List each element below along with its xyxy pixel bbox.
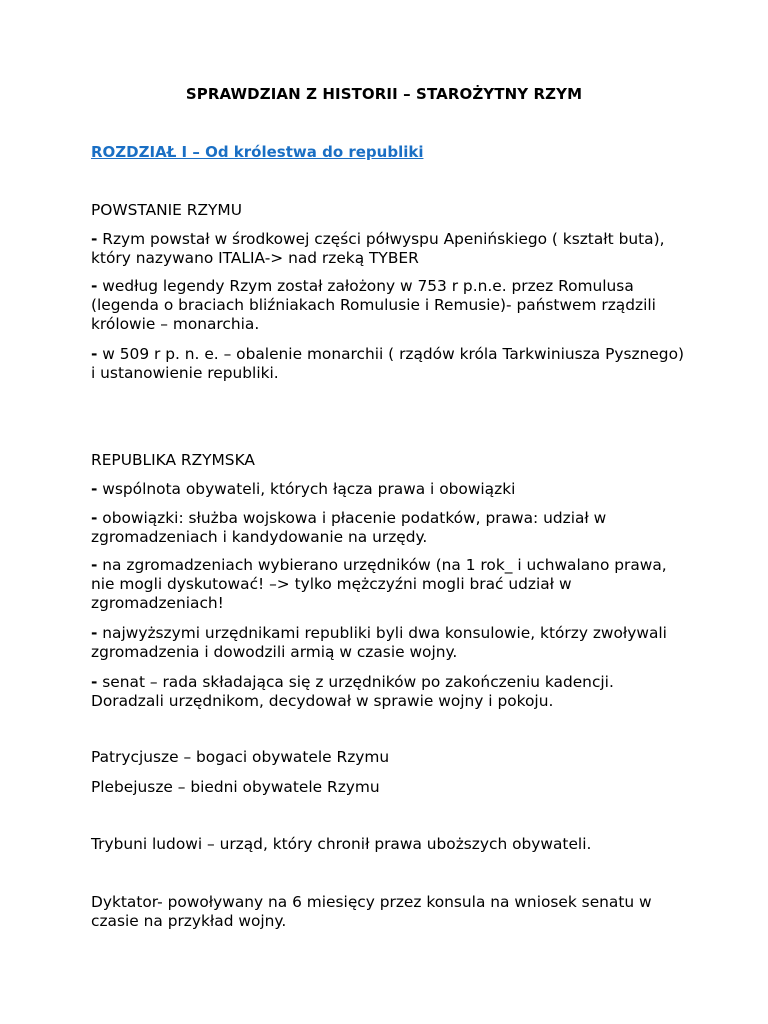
paragraph-republika-1 [91, 480, 691, 499]
bullet-dash: - [91, 673, 98, 691]
section-heading-republika: REPUBLIKA RZYMSKA [91, 451, 255, 469]
paragraph-text: najwyższymi urzędnikami republiki byli dwa konsulowie, którzy zwoływali zgromadzenia i dowodzili armią w czasie wojny. [91, 624, 667, 661]
paragraph-republika-4 [91, 624, 691, 662]
paragraph-powstanie-3 [91, 345, 691, 383]
bullet-dash: - [91, 345, 98, 363]
paragraph-republika-2 [91, 509, 691, 547]
bullet-dash: - [91, 556, 98, 574]
document-title: SPRAWDZIAN Z HISTORII – STAROŻYTNY RZYM [185, 85, 583, 103]
bullet-dash: - [91, 277, 98, 295]
definition-trybuni: Trybuni ludowi – urząd, który chronił prawa uboższych obywateli. [91, 835, 592, 853]
definition-dyktator: Dyktator- powoływany na 6 miesięcy przez konsula na wniosek senatu w czasie na przykład wojny. [91, 893, 652, 930]
paragraph-text: wspólnota obywateli, których łącza prawa i obowiązki [97, 480, 516, 498]
bullet-dash: - [91, 624, 98, 642]
paragraph-text: według legendy Rzym został założony w 753 r p.n.e. przez Romulusa (legenda o braciach bliźniakach Romulusie i Remusie)- państwem rządzili królowie – monarchia. [91, 277, 656, 333]
paragraph-text: senat – rada składająca się z urzędników po zakończeniu kadencji. Doradzali urzędnikom, decydował w sprawie wojny i pokoju. [91, 673, 614, 710]
paragraph-republika-5 [91, 673, 691, 711]
paragraph-powstanie-1 [91, 230, 691, 268]
paragraph-text: w 509 r p. n. e. – obalenie monarchii ( rządów króla Tarkwiniusza Pysznego) i ustanowienie republiki. [91, 345, 684, 382]
paragraph-text: na zgromadzeniach wybierano urzędników (na 1 rok_ i uchwalano prawa, nie mogli dyskutować! –> tylko mężczyźni mogli brać udział w zgromadzeniach! [91, 556, 667, 612]
chapter-link[interactable]: ROZDZIAŁ I – Od królestwa do republiki [91, 143, 424, 161]
paragraph-text: Rzym powstał w środkowej części półwyspu Apenińskiego ( kształt buta), który nazywano ITALIA-> nad rzeką TYBER [91, 230, 665, 267]
section-heading-powstanie: POWSTANIE RZYMU [91, 201, 242, 219]
paragraph-republika-3 [91, 556, 691, 613]
paragraph-powstanie-2 [91, 277, 691, 334]
bullet-dash: - [91, 509, 98, 527]
definition-plebejusze: Plebejusze – biedni obywatele Rzymu [91, 778, 380, 796]
definition-patrycjusze: Patrycjusze – bogaci obywatele Rzymu [91, 748, 390, 766]
bullet-dash: - [91, 480, 98, 498]
bullet-dash: - [91, 230, 98, 248]
paragraph-text: obowiązki: służba wojskowa i płacenie podatków, prawa: udział w zgromadzeniach i kandydowanie na urzędy. [91, 509, 607, 546]
